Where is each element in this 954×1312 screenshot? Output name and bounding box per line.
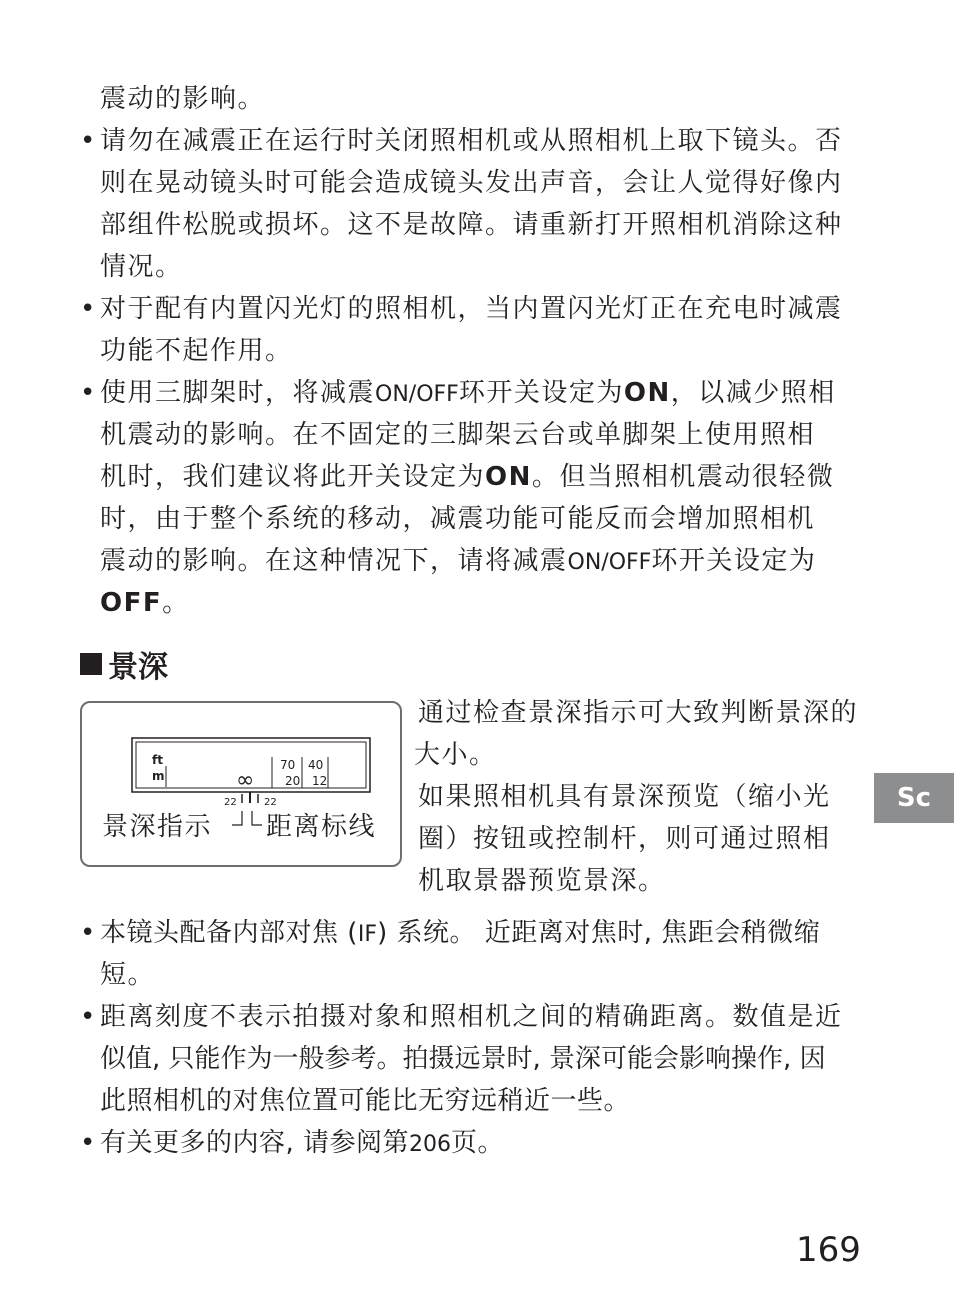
m-value-12: 12 [312, 774, 328, 788]
bullet-dot: • [80, 1002, 96, 1032]
ft-value-70: 70 [280, 758, 296, 772]
dof-mark-right: 22 [264, 797, 277, 808]
bullet3-line3: 机时，我们建议将此开关设定为ON。但当照相机震动很轻微 [100, 462, 835, 492]
bullet3-line2: 机震动的影响。在不固定的三脚架云台或单脚架上使用照相 [100, 420, 816, 450]
bullet3-line4: 时，由于整个系统的移动，减震功能可能反而会增加照相机 [100, 504, 816, 534]
bullet3-line6: OFF。 [100, 588, 190, 618]
bullet2-line2: 功能不起作用。 [100, 336, 293, 366]
bullet3-line1: 使用三脚架时，将减震ON/OFF环开关设定为ON，以减少照相 [100, 378, 836, 408]
label-dof-indicator: 景深指示 [102, 812, 213, 842]
dof-mark-left: 22 [224, 797, 237, 808]
unit-ft-label: ft [152, 753, 163, 767]
bullet-dot: • [80, 378, 96, 408]
m-value-20: 20 [285, 774, 301, 788]
section-title: 景深 [108, 650, 168, 685]
section-heading [80, 645, 168, 691]
bullet-dot: • [80, 126, 96, 156]
bullet1-line1: 请勿在减震正在运行时关闭照相机或从照相机上取下镜头。否 [100, 126, 843, 156]
bullet-dot: • [80, 294, 96, 324]
bullet6-line1: 有关更多的内容, 请参阅第206页。 [100, 1128, 505, 1158]
bullet5-line1: 距离刻度不表示拍摄对象和照相机之间的精确距离。数值是近 [100, 1002, 843, 1032]
intro-text: 震动的影响。 [100, 84, 266, 114]
bullet4-line2: 短。 [100, 960, 156, 990]
side-line5: 机取景器预览景深。 [418, 866, 666, 896]
bullet3-line5: 震动的影响。在这种情况下，请将减震ON/OFF环开关设定为 [100, 546, 817, 576]
infinity-symbol: ∞ [236, 768, 255, 793]
bullet2-line1: 对于配有内置闪光灯的照相机，当内置闪光灯正在充电时减震 [100, 294, 843, 324]
side-line4: 圈）按钮或控制杆，则可通过照相 [418, 824, 831, 854]
bullet4-line1: 本镜头配备内部对焦 (IF) 系统。 近距离对焦时, 焦距会稍微缩 [100, 918, 821, 948]
label-distance-index: 距离标线 [266, 812, 377, 842]
bullet1-line4: 情况。 [100, 252, 183, 282]
bullet5-line3: 此照相机的对焦位置可能比无穷远稍近一些。 [100, 1086, 631, 1116]
bullet-dot: • [80, 918, 96, 948]
square-bullet-icon [80, 653, 102, 675]
side-line3: 如果照相机具有景深预览（缩小光 [418, 782, 831, 812]
side-line1: 通过检查景深指示可大致判断景深的 [418, 698, 859, 728]
bullet1-line2: 则在晃动镜头时可能会造成镜头发出声音，会让人觉得好像内 [100, 168, 843, 198]
unit-m-label: m [152, 769, 165, 783]
dof-leader-line [232, 811, 242, 825]
bullet5-line2: 似值, 只能作为一般参考。拍摄远景时, 景深可能会影响操作, 因 [100, 1044, 826, 1074]
language-tab: Sc [874, 773, 954, 823]
ft-value-40: 40 [308, 758, 324, 772]
bullet1-line3: 部组件松脱或损坏。这不是故障。请重新打开照相机消除这种 [100, 210, 843, 240]
side-line2: 大小。 [414, 740, 497, 770]
page-number: 169 [796, 1230, 861, 1270]
distance-leader-line [252, 811, 262, 825]
bullet-dot: • [80, 1128, 96, 1158]
